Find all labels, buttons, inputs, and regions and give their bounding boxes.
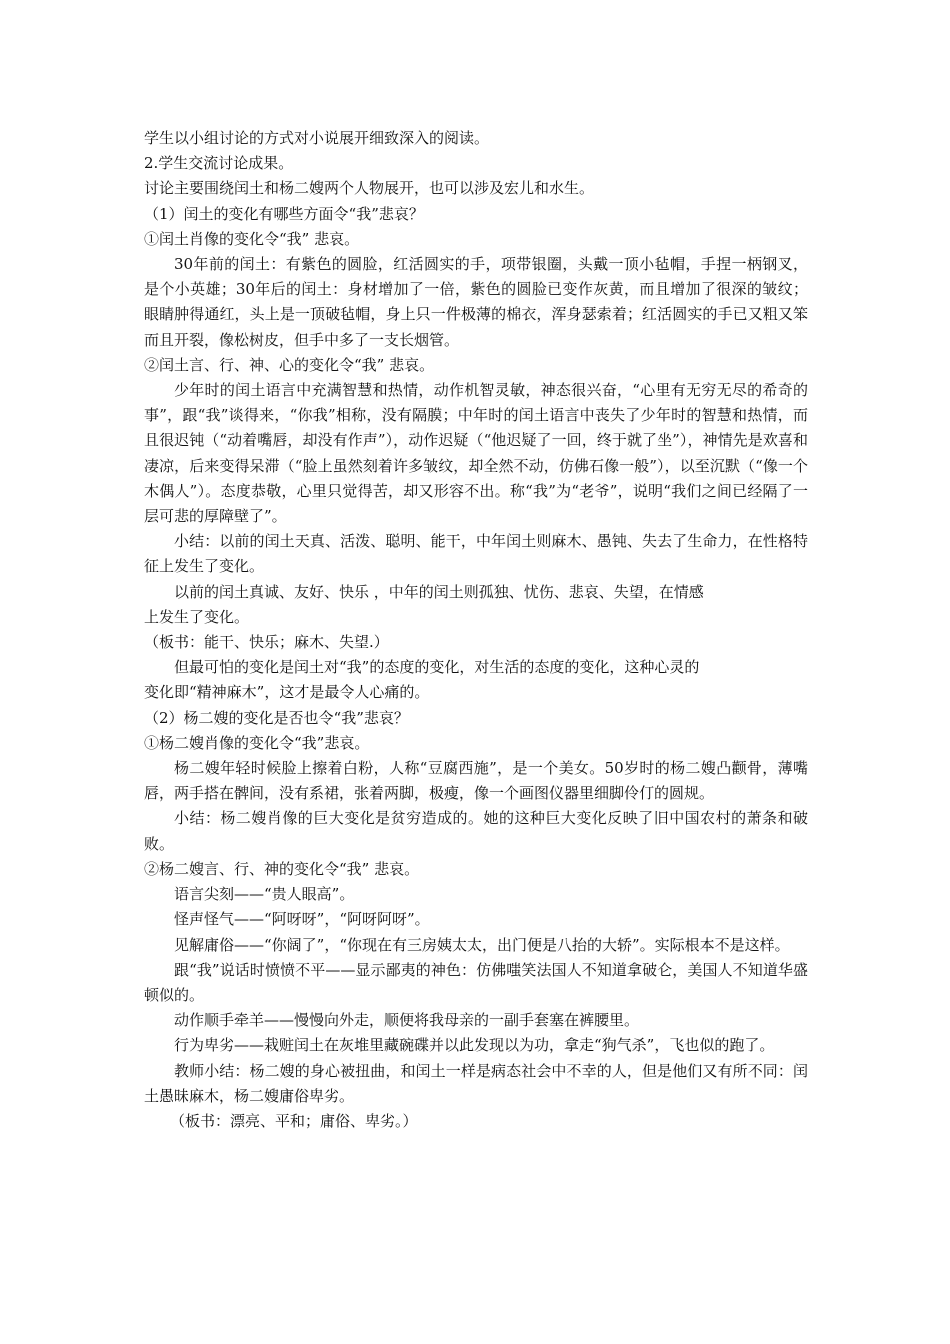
paragraph-runtu-summary-emotion: 以前的闰土真诚、友好、快乐 ，中年的闰土则孤独、忧伤、悲哀、失望，在情感 — [174, 582, 704, 601]
question-1-heading: （1）闰土的变化有哪些方面令“我”悲哀？ — [144, 204, 424, 223]
paragraph-runtu-attitude: 但最可怕的变化是闰土对“我”的态度的变化，对生活的态度的变化，这种心灵的 — [174, 658, 700, 677]
paragraph-runtu-attitude-end: 变化即“精神麻木”，这才是最令人心痛的。 — [144, 683, 430, 702]
paragraph-runtu-summary-personality: 小结：以前的闰土天真、活泼、聪明、能干，中年闰土则麻木、愚钝、失去了生命力，在性格特征上发生了变化。 — [144, 532, 808, 576]
paragraph-yang-attitude: 跟“我”说话时愤愤不平——显示鄙夷的神色：仿佛嗤笑法国人不知道拿破仑，美国人不知道华盛顿似的。 — [144, 960, 808, 1004]
paragraph-yang-voice: 怪声怪气——“阿呀呀”，“阿呀阿呀”。 — [174, 910, 430, 929]
paragraph-yang-views: 见解庸俗——“你阔了”，“你现在有三房姨太太，出门便是八抬的大轿”。实际根本不是这样。 — [174, 935, 790, 954]
paragraph-teacher-summary: 教师小结：杨二嫂的身心被扭曲，和闰土一样是病态社会中不幸的人，但是他们又有所不同：闰土愚昧麻木，杨二嫂庸俗卑劣。 — [144, 1061, 808, 1105]
paragraph-discussion: 讨论主要围绕闰土和杨二嫂两个人物展开，也可以涉及宏儿和水生。 — [144, 179, 595, 198]
paragraph-runtu-portrait: 30年前的闰土：有紫色的圆脸，红活圆实的手，项带银圈，头戴一顶小毡帽，手捏一柄钢叉，是个小英雄；30年后的闰土：身材增加了一倍，紫色的圆脸已变作灰黄，而且增加了很深的皱纹；眼睛肿得通红，头上是一顶破毡帽，身上只一件极薄的棉衣，浑身瑟索着；红活圆实的手已又粗又笨而且开裂，像松树皮，但手中多了一支长烟管。 — [144, 255, 808, 349]
subheading-yang-behavior: ②杨二嫂言、行、神的变化令“我” 悲哀。 — [144, 859, 420, 878]
paragraph-step-2: 2.学生交流讨论成果。 — [144, 154, 294, 173]
board-note-runtu: （板书：能干、快乐；麻木、失望.） — [144, 633, 389, 652]
paragraph-reading: 学生以小组讨论的方式对小说展开细致深入的阅读。 — [144, 129, 490, 147]
subheading-runtu-portrait: ①闰土肖像的变化令“我” 悲哀。 — [144, 229, 360, 248]
paragraph-yang-conduct: 行为卑劣——栽赃闰土在灰堆里藏碗碟并以此发现以为功，拿走“狗气杀”，飞也似的跑了。 — [174, 1036, 775, 1055]
paragraph-yang-summary: 小结：杨二嫂肖像的巨大变化是贫穷造成的。她的这种巨大变化反映了旧中国农村的萧条和破败。 — [144, 809, 808, 853]
board-note-yang: （板书：漂亮、平和；庸俗、卑劣。） — [170, 1111, 418, 1130]
paragraph-runtu-summary-emotion-end: 上发生了变化。 — [144, 607, 250, 626]
subheading-runtu-behavior: ②闰土言、行、神、心的变化令“我” 悲哀。 — [144, 355, 435, 374]
paragraph-yang-portrait: 杨二嫂年轻时候脸上擦着白粉，人称“豆腐西施”，是一个美女。50岁时的杨二嫂凸颧骨，薄嘴唇，两手搭在髀间，没有系裙，张着两脚，极瘦，像一个画图仪器里细脚伶仃的圆规。 — [144, 759, 808, 803]
paragraph-yang-language: 语言尖刻——“贵人眼高”。 — [174, 885, 355, 904]
subheading-yang-portrait: ①杨二嫂肖像的变化令“我”悲哀。 — [144, 733, 370, 752]
question-2-heading: （2）杨二嫂的变化是否也令“我”悲哀？ — [144, 708, 409, 727]
paragraph-runtu-behavior: 少年时的闰土语言中充满智慧和热情，动作机智灵敏，神态很兴奋，“心里有无穷无尽的希奇的事”，跟“我”谈得来，“你我”相称，没有隔膜；中年时的闰土语言中丧失了少年时的智慧和热情，而且很迟钝（“动着嘴唇，却没有作声”），动作迟疑（“他迟疑了一回，终于就了坐”），神情先是欢喜和凄凉，后来变得呆滞（“脸上虽然刻着许多皱纹，却全然不动，仿佛石像一般”），以至沉默（“像一个木偶人”）。态度恭敬，心里只觉得苦，却又形容不出。称“我”为“老爷”，说明“我们之间已经隔了一层可悲的厚障壁了”。 — [144, 381, 808, 526]
paragraph-yang-action: 动作顺手牵羊——慢慢向外走，顺便将我母亲的一副手套塞在裤腰里。 — [174, 1011, 640, 1030]
document-page — [144, 126, 808, 1134]
